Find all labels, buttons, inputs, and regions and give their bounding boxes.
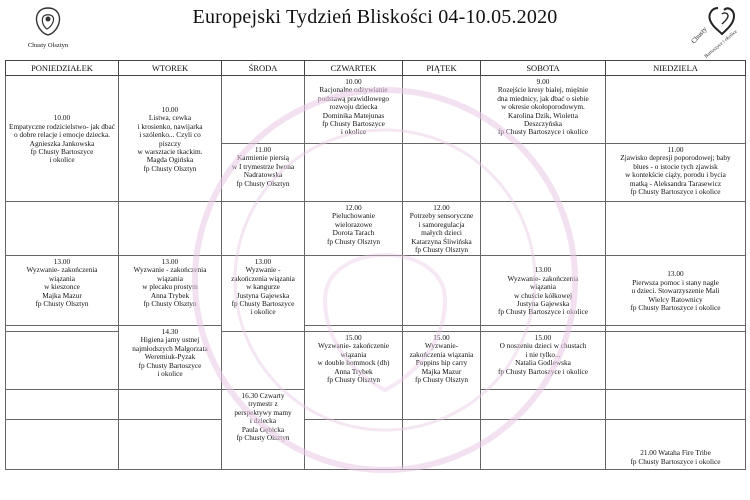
event-sun-21: 21.00 Wataha Fire Tribe fp Chusty Bartoszyce i okolice (630, 448, 721, 466)
empty-cell (481, 202, 606, 256)
day-header: PONIEDZIAŁEK (6, 61, 119, 76)
empty-cell (481, 420, 606, 470)
event-cell (119, 76, 222, 202)
event-cell (403, 332, 481, 420)
empty-cell (6, 332, 119, 390)
event-cell (222, 390, 305, 470)
logo-right-brand: Chusty (689, 25, 709, 46)
event-thu-12: 12.00 Pieluchowanie wielorazowe Dorota Tarach fp Chusty Olsztyn (326, 203, 381, 246)
empty-cell (305, 420, 403, 470)
event-wed-13: 13.00 Wyzwanie - zakończenia wiązania w kangurze Justyna Gajewska fp Chusty Bartoszyce i okolice (231, 257, 295, 317)
table-row (6, 332, 746, 390)
event-cell (6, 76, 119, 202)
event-cell (222, 144, 305, 202)
empty-cell (403, 76, 481, 144)
event-cell (305, 332, 403, 420)
empty-cell (606, 76, 746, 144)
empty-cell (606, 390, 746, 420)
schedule-table (5, 60, 746, 470)
event-cell (305, 76, 403, 144)
event-cell (403, 202, 481, 256)
event-tue-10: 10.00 Listwa, cewka i krosienko, nawijarka i szólenko... Czyli co piszczy w warsztacie tkackim. Magda Ogińska fp Chusty Olsztyn (137, 104, 203, 173)
event-sat-15: 15.00 O noszeniu dzieci w chustach i nie tylko... Natalia Godlewska fp Chusty Bartoszyce i okolice (498, 333, 588, 376)
empty-cell (305, 256, 403, 326)
day-header: NIEDZIELA (606, 61, 746, 76)
empty-cell (6, 390, 119, 420)
event-sat-13: 13.00 Wyzwanie- zakończenia wiązania w chuście kółkowej Justyna Gajewska fp Chusty Bartoszyce i okolice (498, 265, 588, 317)
empty-cell (119, 420, 222, 470)
logo-right-sub: Bartoszyce i okolice (704, 29, 739, 60)
day-header: CZWARTEK (305, 61, 403, 76)
event-sun-13: 13.00 Pierwsza pomoc i stany nagłe u dzieci. Stowarzyszenie Mali Wielcy Ratownicy fp Chusty Bartoszyce i okolice (630, 269, 721, 313)
event-mon-10: 10.00 Empatyczne rodzicielstwo- jak dbać o dobre relacje i emocje dziecka. Agnieszka Jankowska fp Chusty Bartoszyce i okolice (9, 113, 115, 165)
event-fri-15: 15.00 Wyzwanie- zakończenia wiązania Poppins hip carry Majka Mazur fp Chusty Olsztyn (409, 333, 474, 385)
table-row (6, 256, 746, 326)
event-cell (6, 256, 119, 326)
event-cell (222, 256, 305, 332)
day-header: WTOREK (119, 61, 222, 76)
event-cell (305, 202, 403, 256)
event-cell (481, 256, 606, 326)
table-row (6, 76, 746, 144)
empty-cell (222, 76, 305, 144)
empty-cell (481, 144, 606, 202)
event-cell (606, 420, 746, 470)
event-wed-1630: 16.30 Czwarty trymestr z perspektywy mamy i dziecka Paula Gębicka fp Chusty Olsztyn (234, 391, 292, 443)
empty-cell (305, 144, 403, 202)
table-row (6, 420, 746, 470)
empty-cell (481, 390, 606, 420)
logo-left-caption: Chusty Olsztyn (27, 42, 69, 49)
empty-cell (6, 202, 119, 256)
event-mon-13: 13.00 Wyzwanie- zakończenia wiązania w kieszonce Majka Mazur fp Chusty Olsztyn (26, 257, 98, 309)
day-header: SOBOTA (481, 61, 606, 76)
empty-cell (6, 420, 119, 470)
event-cell (119, 256, 222, 326)
event-cell (481, 76, 606, 144)
event-sat-9: 9.00 Rozejście kresy białej, mięśnie dna miednicy, jak dbać o siebie w okresie okołoporodowym. Karolina Dzik, Wioletta Deszczyńska fp Chusty Bartoszyce i okolice (497, 77, 589, 137)
day-header: PIĄTEK (403, 61, 481, 76)
header-row (6, 61, 746, 76)
empty-cell (403, 144, 481, 202)
event-thu-15: 15.00 Wyzwanie- zakończenie wiązania w double hommock (dh) Anna Trybek fp Chusty Olsztyn (317, 333, 390, 385)
event-cell (119, 326, 222, 390)
event-sun-11: 11.00 Zjawisko depresji poporodowej; baby blues - o istocie tych zjawisk w kontekście ciąży, porodu i bycia matką - Aleksandra Tarasewicz fp Chusty Bartoszyce i okolice (620, 145, 731, 197)
empty-cell (403, 256, 481, 326)
empty-cell (606, 202, 746, 256)
day-header: ŚRODA (222, 61, 305, 76)
event-thu-10: 10.00 Racjonalne odżywianie podstawą prawidłowego rozwoju dziecka Dominika Matejunas fp Chusty Bartoszyce i okolice (317, 77, 390, 137)
event-tue-1430: 14.30 Higiena jamy ustnej najmłodszych Małgorzata Weremiuk-Pyzak fp Chusty Bartoszyce i okolice (132, 327, 208, 379)
event-wed-11: 11.00 Karmienie piersią w I trymestrze Iwona Nadratowska fp Chusty Olsztyn (231, 145, 295, 188)
empty-cell (119, 390, 222, 420)
empty-cell (606, 332, 746, 390)
empty-cell (222, 202, 305, 256)
event-cell (606, 144, 746, 202)
event-cell (606, 256, 746, 326)
empty-cell (403, 420, 481, 470)
event-fri-12: 12.00 Potrzeby sensoryczne i samoregulacja małych dzieci Katarzyna Śliwińska fp Chusty Olsztyn (409, 203, 474, 255)
page-title: Europejski Tydzień Bliskości 04-10.05.2020 (192, 6, 558, 28)
event-tue-13: 13.00 Wyzwanie - zakończenia wiązania w plecaku prostym Anna Trybek fp Chusty Olsztyn (133, 257, 207, 309)
event-cell (481, 332, 606, 390)
empty-cell (119, 202, 222, 256)
empty-cell (222, 332, 305, 390)
table-row (6, 202, 746, 256)
